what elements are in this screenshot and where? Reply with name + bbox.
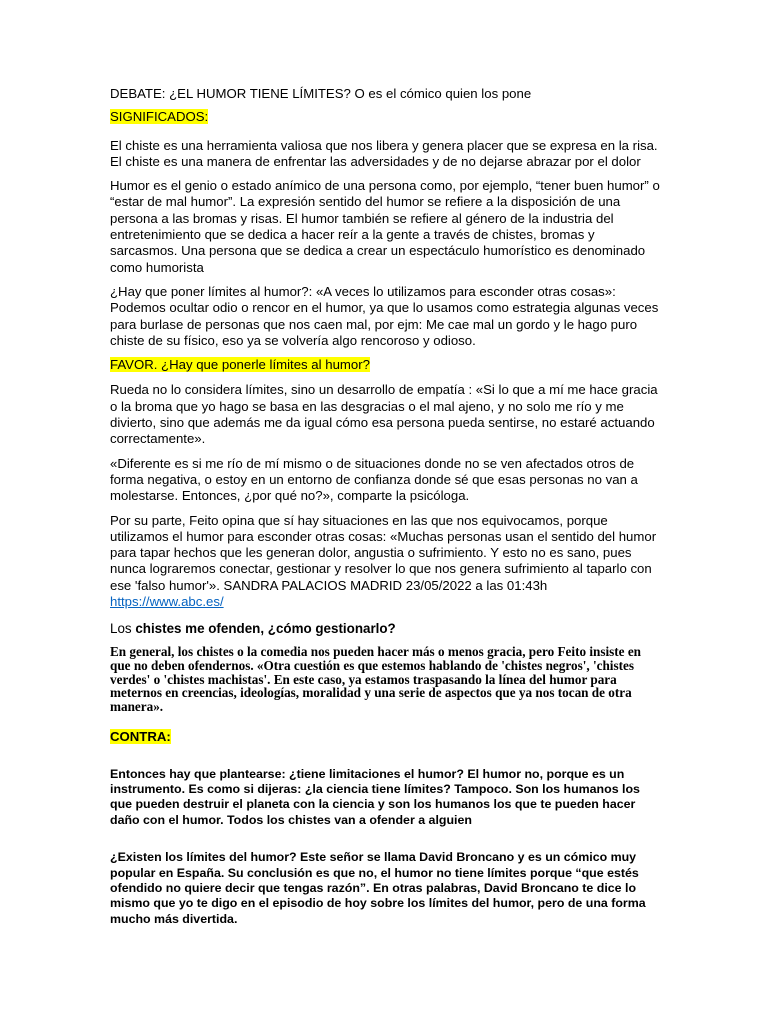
favor-paragraph-3: Por su parte, Feito opina que sí hay situaciones en las que nos equivocamos, porque utilizamos el humor para esconder otras cosas: «Muchas personas usan el sentido del humor para tapar hechos que les generan dolor, angustia o sufrimiento. Y esto no es sano, pues nunca lograremos conectar, gestionar y resolver lo que nos genera sufrimiento al taparlo con ese 'falso humor'». SANDRA PALACIOS MADRID 23/05/2022 a las 01:43h	[110, 512, 657, 593]
serif-paragraph: En general, los chistes o la comedia nos pueden hacer más o menos gracia, pero Feito insiste en que no deben ofendernos. «Otra cuestión es que estemos hablando de 'chistes negros', 'chistes verdes' o 'chistes machistas'. En este caso, ya estamos traspasando la línea del humor para meternos en creencias, ideologías, moralidad y una serie de aspectos que ya nos tocan de otra manera».	[110, 644, 642, 714]
page-title: DEBATE: ¿EL HUMOR TIENE LÍMITES? O es el cómico quien los pone	[110, 86, 532, 101]
subheading-text: chistes me ofenden, ¿cómo gestionarlo?	[135, 621, 396, 637]
significados-paragraph-1: El chiste es una herramienta valiosa que nos libera y genera placer que se expresa en la risa. El chiste es una manera de enfrentar las adversidades y de no dejarse abrazar por el dolor	[110, 137, 658, 169]
favor-paragraph-1: Rueda no lo considera límites, sino un desarrollo de empatía : «Si lo que a mí me hace gracia o la broma que yo hago se basa en las desgracias o el mal ajeno, y no solo me río y me divierto, sino que además me da igual cómo esa persona pueda sentirse, no estaré actuando correctamente».	[110, 382, 658, 447]
significados-paragraph-2: Humor es el genio o estado anímico de una persona como, por ejemplo, “tener buen humor” o “estar de mal humor”. La expresión sentido del humor se refiere a la disposición de una persona a las bromas y risas. El humor también se refiere al género de la industria del entretenimiento que se dedica a hacer reír a la gente a través de chistes, bromas y sarcasmos. Una persona que se dedica a crear un espectáculo humorístico es denominado como humorista	[110, 178, 660, 275]
favor-heading: FAVOR. ¿Hay que ponerle límites al humor?	[110, 357, 370, 373]
significados-paragraph-3: ¿Hay que poner límites al humor?: «A veces lo utilizamos para esconder otras cosas»: Podemos ocultar odio o rencor en el humor, ya que lo usamos como estrategia algunas veces para burlase de personas que nos caen mal, por ejm: Me cae mal un gordo y le hago puro chiste de su físico, eso ya se volvería algo rencoroso y odioso.	[110, 283, 659, 348]
document-page	[110, 86, 662, 927]
significados-heading: SIGNIFICADOS:	[110, 109, 209, 125]
favor-paragraph-2: «Diferente es si me río de mí mismo o de situaciones donde no se ven afectados otros de forma negativa, o estoy en un entorno de confianza donde sé que esas personas no van a molestarse. Entonces, ¿por qué no?», comparte la psicóloga.	[110, 455, 638, 504]
contra-heading: CONTRA:	[110, 729, 171, 745]
contra-paragraph-1: Entonces hay que plantearse: ¿tiene limitaciones el humor? El humor no, porque es un instrumento. Es como si dijeras: ¿la ciencia tiene límites? Tampoco. Son los humanos los que pueden destruir el planeta con la ciencia y son los humanos los que te pueden hacer daño con el humor. Todos los chistes van a ofender a alguien	[110, 766, 640, 827]
contra-paragraph-2: ¿Existen los límites del humor? Este señor se llama David Broncano y es un cómico muy popular en España. Su conclusión es que no, el humor no tiene límites porque “que estés ofendido no quiere decir que tengas razón”. En otras palabras, David Broncano te dice lo mismo que yo te digo en el episodio de hoy sobre los límites del humor, pero de una forma mucho más divertida.	[110, 850, 646, 926]
subheading-prefix: Los	[110, 621, 136, 637]
subheading	[110, 621, 662, 636]
source-link[interactable]: https://www.abc.es/	[110, 594, 224, 610]
